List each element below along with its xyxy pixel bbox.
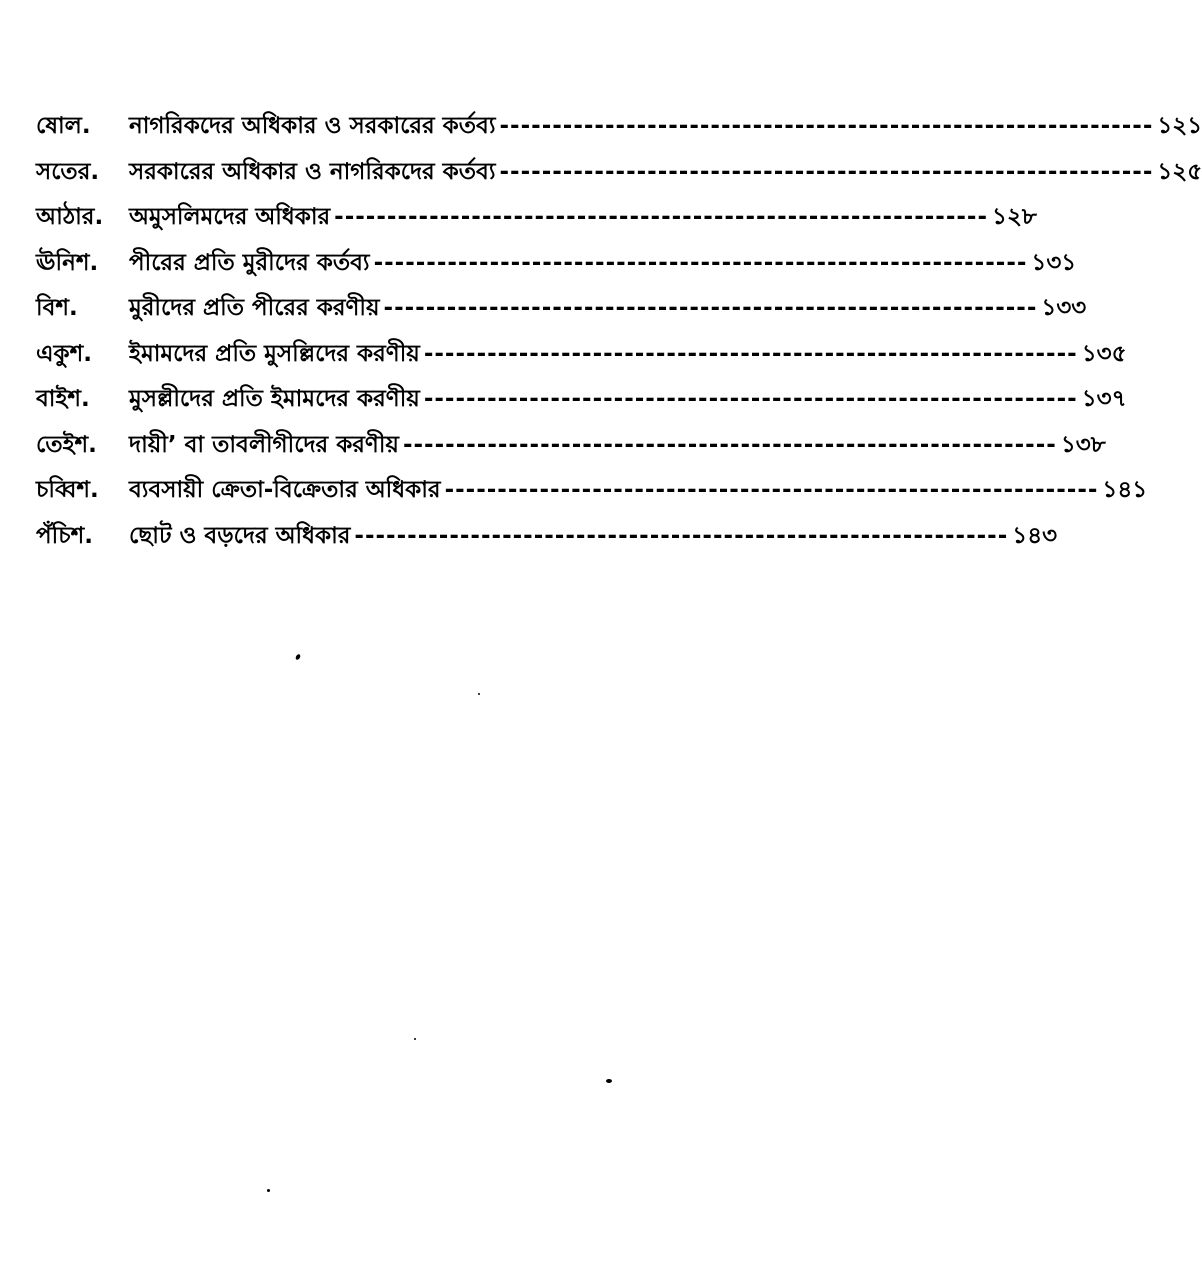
toc-entry [36, 153, 1202, 199]
dot-leader: -------------------------------------------------------------- [499, 113, 1154, 139]
toc-entry-page: ১২৫ [1157, 158, 1202, 185]
dot-leader: -------------------------------------------------------------- [402, 431, 1057, 458]
toc-entry-page: ১৩৩ [1041, 295, 1087, 321]
toc-entry-number: পঁচিশ. [36, 522, 93, 549]
toc-entry [36, 517, 1058, 563]
dot-leader: -------------------------------------------------------------- [383, 295, 1038, 321]
toc-entry-number: ষোল. [36, 113, 91, 139]
dot-leader: -------------------------------------------------------------- [354, 522, 1009, 549]
toc-entry-page: ১৪৩ [1012, 522, 1058, 549]
toc-entry [36, 426, 1106, 472]
toc-entry-title: সরকারের অধিকার ও নাগরিকদের কর্তব্য [129, 158, 496, 185]
toc-entry-title: মুসল্লীদের প্রতি ইমামদের করণীয় [129, 386, 420, 412]
toc-entry [36, 289, 1087, 335]
dot-leader: -------------------------------------------------------------- [444, 477, 1099, 503]
toc-entry [36, 380, 1127, 426]
toc-entry [36, 335, 1127, 381]
dot-leader: -------------------------------------------------------------- [334, 204, 989, 230]
toc-entry [36, 107, 1202, 153]
scan-speck [267, 1189, 270, 1192]
toc-entry-number: ঊনিশ. [36, 249, 99, 276]
toc-entry-title: দায়ী’ বা তাবলীগীদের করণীয় [129, 431, 399, 458]
scan-speck [295, 653, 301, 660]
table-of-contents [36, 107, 1202, 562]
dot-leader: -------------------------------------------------------------- [373, 249, 1028, 276]
toc-entry [36, 198, 1037, 244]
toc-entry-title: ব্যবসায়ী ক্রেতা-বিক্রেতার অধিকার [129, 477, 441, 503]
toc-entry-page: ১২১ [1157, 113, 1202, 139]
toc-entry-title: অমুসলিমদের অধিকার [129, 204, 331, 230]
toc-entry-page: ১৩৫ [1081, 340, 1127, 367]
toc-entry-title: ছোট ও বড়দের অধিকার [129, 522, 351, 549]
toc-entry-page: ১৩১ [1031, 249, 1077, 276]
toc-entry-number: তেইশ. [36, 431, 97, 458]
toc-entry-page: ১৩৭ [1081, 386, 1127, 412]
toc-entry-page: ১৩৮ [1060, 431, 1106, 458]
toc-entry-title: মুরীদের প্রতি পীরের করণীয় [129, 295, 380, 321]
scan-speck [606, 1079, 612, 1083]
dot-leader: -------------------------------------------------------------- [499, 158, 1154, 185]
toc-entry-title: নাগরিকদের অধিকার ও সরকারের কর্তব্য [129, 113, 496, 139]
toc-entry-number: বিশ. [36, 295, 78, 321]
toc-entry-title: ইমামদের প্রতি মুসল্লিদের করণীয় [129, 340, 420, 367]
toc-entry-number: একুশ. [36, 340, 92, 367]
toc-entry-number: চব্বিশ. [36, 477, 99, 503]
dot-leader: -------------------------------------------------------------- [423, 386, 1078, 412]
toc-entry-number: বাইশ. [36, 386, 90, 412]
toc-entry-number: আঠার. [36, 204, 104, 230]
toc-entry-number: সতের. [36, 158, 100, 185]
dot-leader: -------------------------------------------------------------- [423, 340, 1078, 367]
scan-speck [414, 1038, 416, 1040]
scan-speck [478, 693, 480, 695]
toc-entry [36, 244, 1077, 290]
toc-entry-page: ১২৮ [992, 204, 1037, 230]
toc-entry-page: ১৪১ [1102, 477, 1148, 503]
toc-entry [36, 471, 1148, 517]
toc-entry-title: পীরের প্রতি মুরীদের কর্তব্য [129, 249, 370, 276]
